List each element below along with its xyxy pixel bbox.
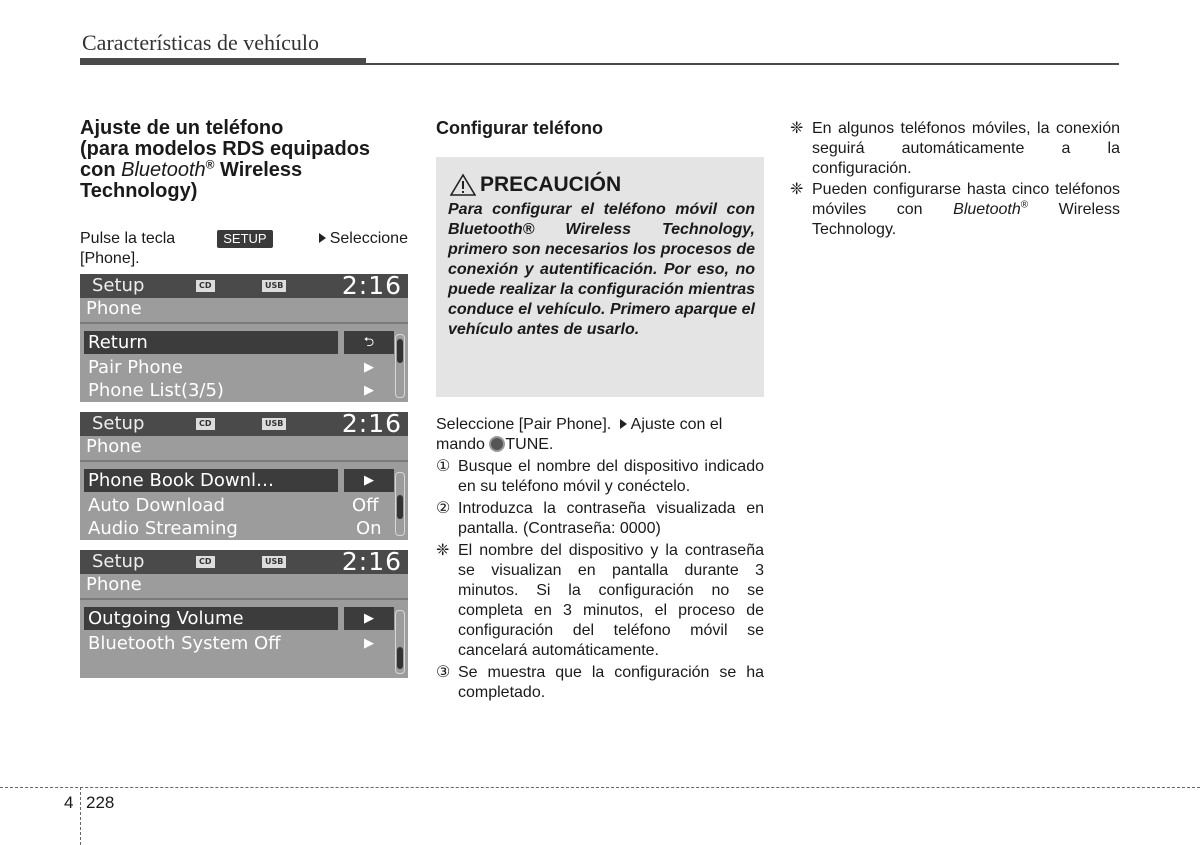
clock: 2:16 (341, 550, 402, 576)
cd-icon: CD (196, 556, 215, 568)
setup-screen-3 (80, 550, 408, 678)
chevron-right-icon: ▶ (364, 383, 374, 398)
title-line-4: Technology) (80, 180, 198, 202)
note-2: ❈ Pueden configurarse hasta cinco teléfonos móviles con Bluetooth® Wireless Technology. (790, 181, 1121, 238)
title-line-1: Ajuste de un teléfono (80, 117, 284, 139)
scrollbar[interactable] (395, 610, 405, 674)
screen-subtitle: Phone (86, 298, 142, 319)
note: ❈ El nombre del dispositivo y la contraseña se visualizan en pantalla durante 3 minutos. Si la configuración no se completa en 3 minutos, el proceso de configuración del teléfono móvil se cancelará automáticamente. (436, 542, 764, 659)
section-header-title: Características de vehículo (82, 30, 320, 55)
menu-item-phone-book-download[interactable]: Phone Book Downl… ▶ (84, 469, 408, 492)
caution-box (436, 157, 764, 397)
pairing-steps (436, 415, 764, 703)
chevron-right-icon: ▶ (344, 607, 394, 630)
footer-rule (0, 787, 1200, 788)
arrow-right-icon (620, 419, 627, 429)
arrow-right-icon (319, 233, 326, 243)
menu-item-outgoing-volume[interactable]: Outgoing Volume ▶ (84, 607, 408, 630)
caution-title: PRECAUCIÓN (450, 173, 621, 197)
title-line-3: con Bluetooth® Wireless (80, 157, 303, 181)
menu-item-bluetooth-system-off[interactable]: Bluetooth System Off ▶ (84, 632, 408, 655)
menu-item-auto-download[interactable]: Auto Download Off (88, 495, 379, 516)
setup-screen-2 (80, 412, 408, 540)
cd-icon: CD (196, 418, 215, 430)
audio-streaming-value: On (356, 518, 382, 539)
cd-icon: CD (196, 280, 215, 292)
usb-icon: USB (262, 556, 286, 568)
setup-key-label: SETUP (217, 230, 272, 248)
screen-subtitle: Phone (86, 436, 142, 457)
chevron-right-icon: ▶ (344, 469, 394, 492)
page-number: 228 (86, 793, 115, 812)
select-instruction: Seleccione [Pair Phone]. Ajuste con el mando TUNE. (436, 416, 723, 453)
menu-item-audio-streaming[interactable]: Audio Streaming On (88, 518, 382, 539)
screen-title: Setup (92, 275, 145, 296)
intro-instruction: Pulse la tecla SETUP Seleccione [Phone]. (80, 230, 408, 267)
section-title (80, 118, 410, 202)
scrollbar[interactable] (395, 472, 405, 536)
chevron-right-icon: ▶ (364, 636, 374, 651)
header-rule (366, 63, 1119, 65)
scrollbar[interactable] (395, 334, 405, 398)
warning-icon (450, 173, 476, 197)
header-bar (80, 58, 366, 65)
screen-divider (80, 460, 408, 462)
screen-subtitle: Phone (86, 574, 142, 595)
auto-download-value: Off (352, 495, 379, 516)
screen-title: Setup (92, 413, 145, 434)
menu-item-pair-phone[interactable]: Pair Phone ▶ (84, 356, 408, 379)
usb-icon: USB (262, 280, 286, 292)
screen-title: Setup (92, 551, 145, 572)
notes-column (790, 118, 1120, 240)
clock: 2:16 (341, 274, 402, 300)
clock: 2:16 (341, 412, 402, 438)
chapter-number: 4 (64, 793, 74, 812)
menu-item-return[interactable]: Return ⮌ (84, 331, 408, 354)
note-1: ❈ En algunos teléfonos móviles, la conexión seguirá automáticamente a la configuración. (790, 120, 1120, 177)
title-line-2: (para modelos RDS equipados (80, 138, 371, 160)
tune-knob-icon (489, 436, 505, 452)
usb-icon: USB (262, 418, 286, 430)
setup-screen-1 (80, 274, 408, 402)
caution-text: Para configurar el teléfono móvil con Bluetooth® Wireless Technology, primero son necesarios los procesos de conexión y autentificación. Por eso, no puede realizar la configuración mientras conduce el vehículo. Primero aparque el vehículo antes de usarlo. (448, 201, 755, 338)
return-icon: ⮌ (344, 331, 394, 354)
menu-item-phone-list[interactable]: Phone List(3/5) ▶ (84, 379, 408, 402)
chevron-right-icon: ▶ (364, 360, 374, 375)
step-2: ② Introduzca la contraseña visualizada en pantalla. (Contraseña: 0000) (436, 500, 764, 537)
step-3: ③ Se muestra que la configuración se ha completado. (436, 664, 764, 701)
configure-phone-heading: Configurar teléfono (436, 118, 603, 138)
step-1: ① Busque el nombre del dispositivo indicado en su teléfono móvil y conéctelo. (436, 458, 764, 495)
screen-divider (80, 322, 408, 324)
screen-divider (80, 598, 408, 600)
footer-divider (80, 787, 81, 845)
